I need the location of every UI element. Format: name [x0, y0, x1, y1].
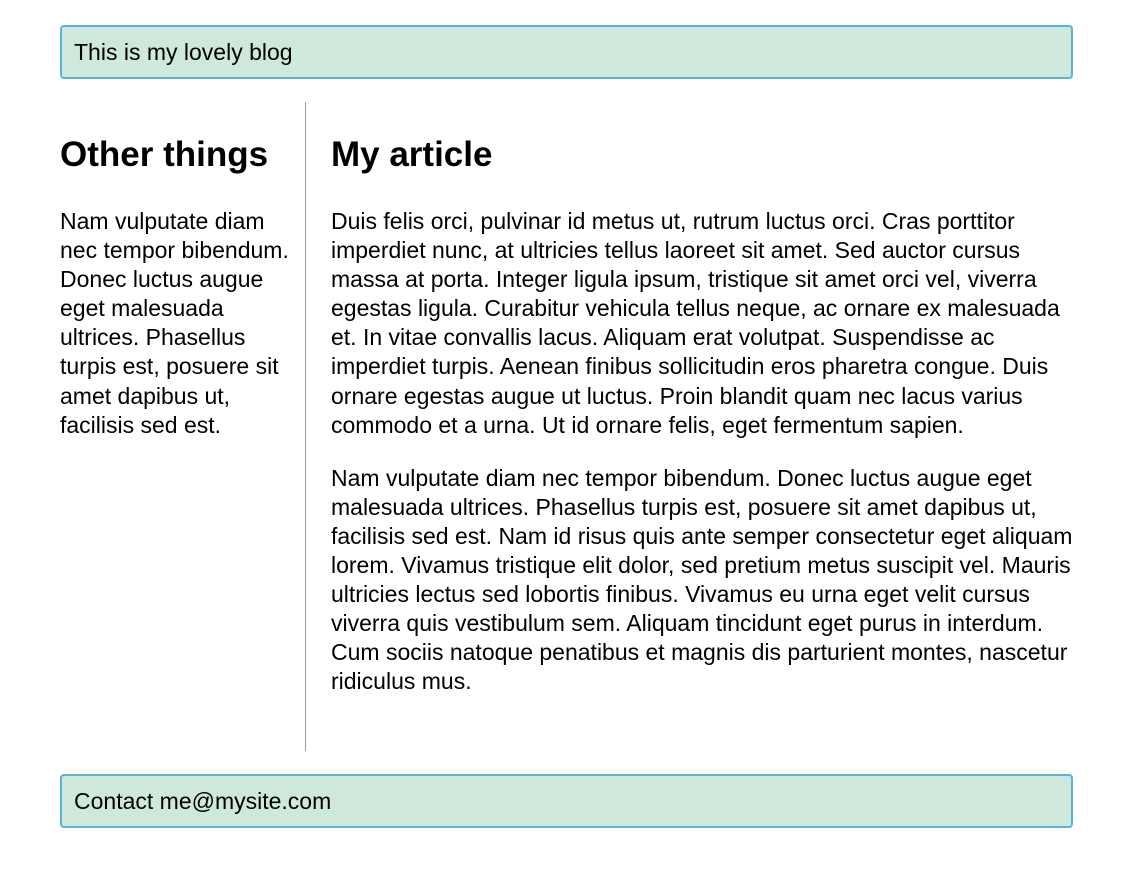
page-wrapper [60, 25, 1073, 828]
sidebar [60, 102, 306, 751]
article-heading: My article [331, 135, 493, 174]
content-area [60, 102, 1073, 751]
article [331, 102, 1076, 697]
site-footer [60, 774, 1073, 828]
contact-text: Contact me@mysite.com [74, 788, 332, 814]
sidebar-text: Nam vulputate diam nec tempor bibendum. Donec luctus augue eget malesuada ultrices. Phasellus turpis est, posuere sit amet dapibus ut, facilisis sed est. [60, 208, 289, 438]
article-paragraph: Duis felis orci, pulvinar id metus ut, rutrum luctus orci. Cras porttitor imperdiet nunc, at ultricies tellus laoreet sit amet. Sed auctor cursus massa at porta. Integer ligula ipsum, tristique sit amet orci vel, viverra egestas ligula. Curabitur vehicula tellus neque, ac ornare ex malesuada et. In vitae convallis lacus. Aliquam erat volutpat. Suspendisse ac imperdiet turpis. Aenean finibus sollicitudin eros pharetra congue. Duis ornare egestas augue ut luctus. Proin blandit quam nec lacus varius commodo et a urna. Ut id ornare felis, eget fermentum sapien. [331, 208, 1060, 438]
article-paragraph: Nam vulputate diam nec tempor bibendum. Donec luctus augue eget malesuada ultrices. Phasellus turpis est, posuere sit amet dapibus ut, facilisis sed est. Nam id risus quis ante semper consectetur eget aliquam lorem. Vivamus tristique elit dolor, sed pretium metus suscipit vel. Mauris ultricies lectus sed lobortis finibus. Vivamus eu urna eget velit cursus viverra quis vestibulum sem. Aliquam tincidunt eget purus in interdum. Cum sociis natoque penatibus et magnis dis parturient montes, nascetur ridiculus mus. [331, 464, 1073, 695]
site-title: This is my lovely blog [74, 39, 293, 65]
site-header [60, 25, 1073, 79]
sidebar-heading: Other things [60, 135, 269, 174]
